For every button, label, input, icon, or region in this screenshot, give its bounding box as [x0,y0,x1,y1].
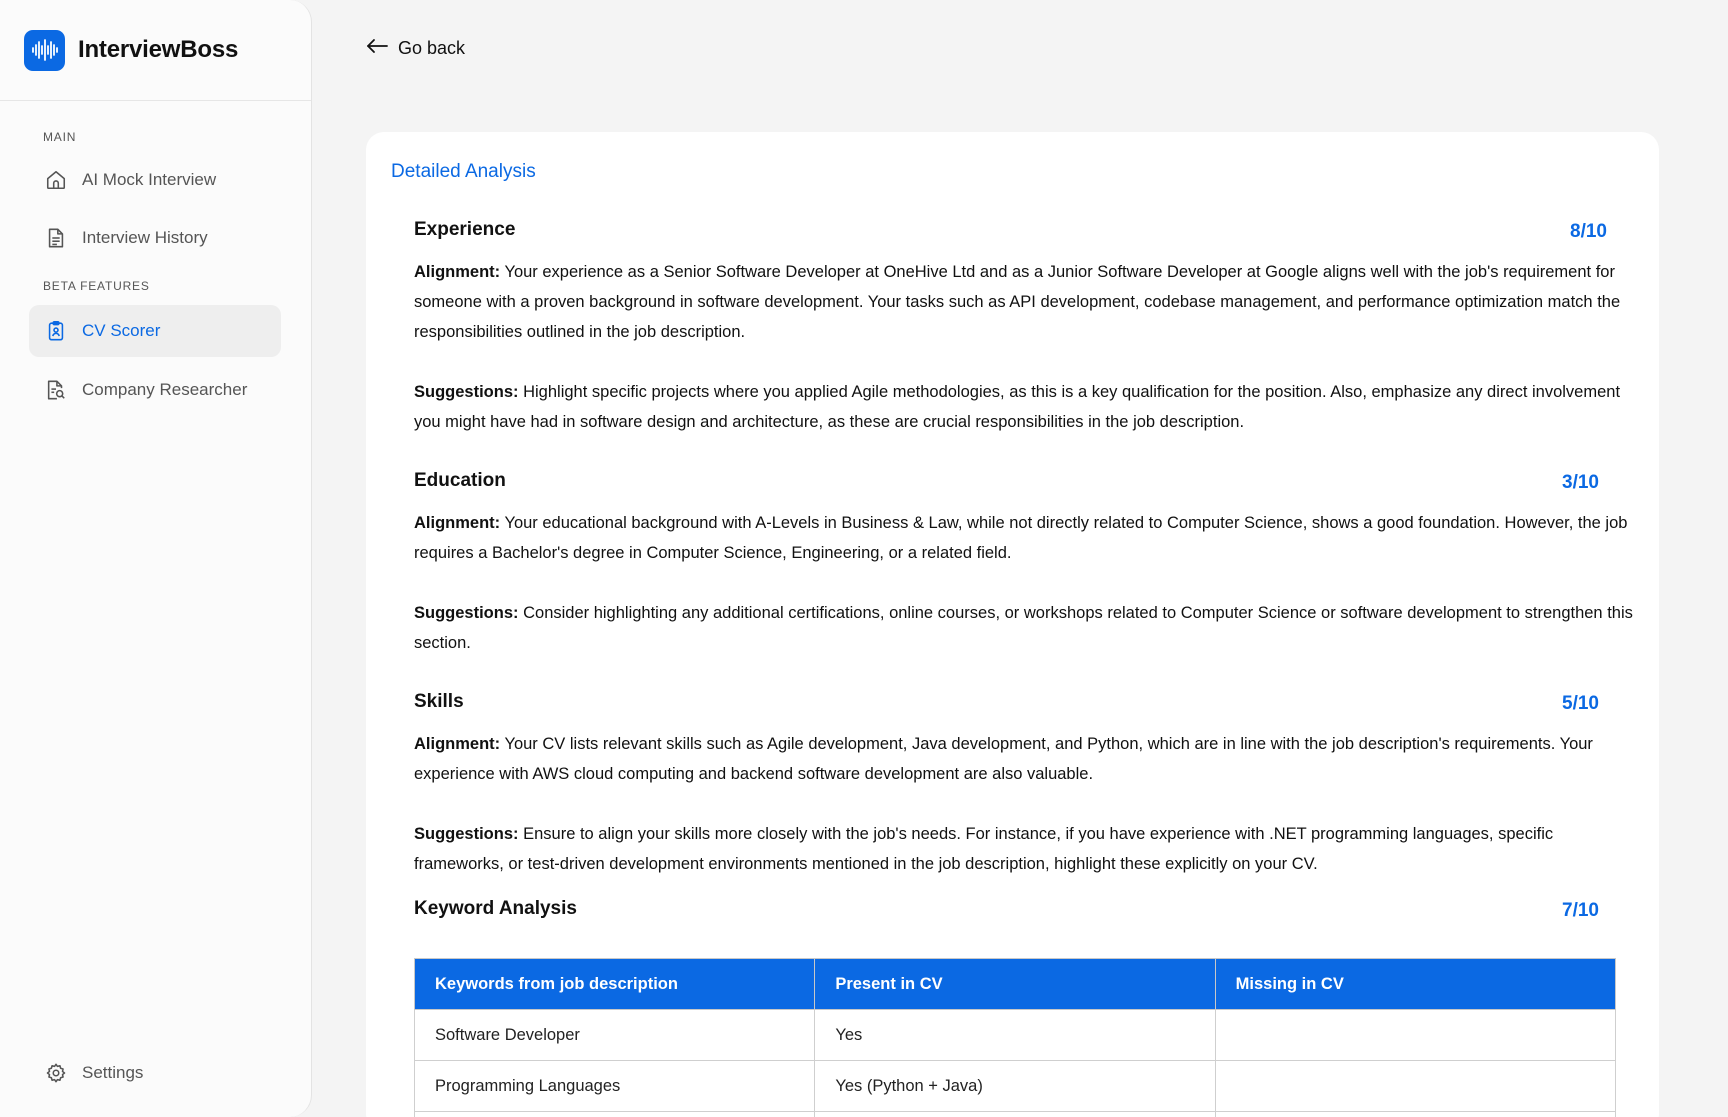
score-skills: 5/10 [1562,693,1599,714]
table-cell [1215,1061,1615,1112]
gear-icon [44,1061,68,1085]
sidebar-item-settings[interactable] [29,1047,281,1099]
sidebar-item-cv-scorer[interactable] [29,305,281,357]
table-row [415,1061,1616,1112]
education-alignment [414,508,1639,568]
column-header-keywords: Keywords from job description [415,959,815,1010]
experience-suggestions [414,377,1639,437]
alignment-label: Alignment: [414,263,501,281]
section-heading-experience: Experience [414,219,516,240]
skills-suggestions [414,819,1639,879]
alignment-label: Alignment: [414,514,501,532]
suggestions-text: Ensure to align your skills more closely with the job's needs. For instance, if you have experience with .NET programming languages, specific frameworks, or test-driven development environments mentioned in the job description, highlight these explicitly on your CV. [414,825,1554,873]
section-heading-skills: Skills [414,691,464,712]
document-search-icon [44,378,68,402]
page-title: Detailed Analysis [391,161,536,182]
table-cell [1215,1112,1615,1117]
nav-section-beta: BETA FEATURES [43,279,150,293]
alignment-label: Alignment: [414,735,501,753]
column-header-missing: Missing in CV [1215,959,1615,1010]
table-cell: Yes (Python + Java) [815,1061,1215,1112]
table-cell: Programming Languages [415,1061,815,1112]
suggestions-label: Suggestions: [414,825,519,843]
table-cell [415,1112,815,1117]
skills-alignment [414,729,1639,789]
brand-name: InterviewBoss [78,36,239,63]
sidebar-item-label: Settings [82,1063,144,1082]
score-education: 3/10 [1562,472,1599,493]
nav-section-main: MAIN [43,130,77,144]
sidebar-item-company-researcher[interactable] [29,364,281,416]
sidebar-item-label: Company Researcher [82,380,248,399]
home-icon [44,168,68,192]
table-cell: Software Developer [415,1010,815,1061]
score-experience: 8/10 [1570,221,1607,242]
waveform-icon [24,30,65,71]
table-cell: Yes [815,1010,1215,1061]
suggestions-text: Consider highlighting any additional certifications, online courses, or workshops related to Computer Science or software development to strengthen this section. [414,604,1633,652]
document-icon [44,226,68,250]
table-cell [1215,1010,1615,1061]
sidebar [0,0,312,1117]
table-row [415,1010,1616,1061]
suggestions-text: Highlight specific projects where you applied Agile methodologies, as this is a key qualification for the position. Also, emphasize any direct involvement you might have had in software design and architecture, as these are crucial responsibilities in the job description. [414,383,1621,431]
analysis-card [366,132,1659,1117]
suggestions-label: Suggestions: [414,604,519,622]
score-keywords: 7/10 [1562,900,1599,921]
experience-alignment [414,257,1639,347]
alignment-text: Your experience as a Senior Software Developer at OneHive Ltd and as a Junior Software Developer at Google aligns well with the job's requirement for someone with a proven background in software development. Your tasks such as API development, codebase management, and performance optimization match the responsibilities outlined in the job description. [414,263,1621,341]
sidebar-item-label: CV Scorer [82,321,161,340]
section-heading-keyword-analysis: Keyword Analysis [414,898,577,919]
sidebar-item-interview-history[interactable] [29,212,281,264]
alignment-text: Your CV lists relevant skills such as Agile development, Java development, and Python, which are in line with the job description's requirements. Your experience with AWS cloud computing and backend software development are also valuable. [414,735,1593,783]
section-heading-education: Education [414,470,506,491]
sidebar-item-ai-mock-interview[interactable] [29,154,281,206]
column-header-present: Present in CV [815,959,1215,1010]
alignment-text: Your educational background with A-Levels in Business & Law, while not directly related to Computer Science, shows a good foundation. However, the job requires a Bachelor's degree in Computer Science, Engineering, or a related field. [414,514,1628,562]
sidebar-item-label: Interview History [82,228,208,247]
table-row [415,1112,1616,1117]
go-back-label: Go back [398,38,466,58]
brand[interactable] [0,0,311,101]
keyword-table [414,958,1616,1117]
table-cell [815,1112,1215,1117]
clipboard-user-icon [44,319,68,343]
suggestions-label: Suggestions: [414,383,519,401]
table-header-row [415,959,1616,1010]
education-suggestions [414,598,1639,658]
arrow-left-icon [366,38,388,59]
go-back-button[interactable] [366,38,465,59]
sidebar-item-label: AI Mock Interview [82,170,217,189]
